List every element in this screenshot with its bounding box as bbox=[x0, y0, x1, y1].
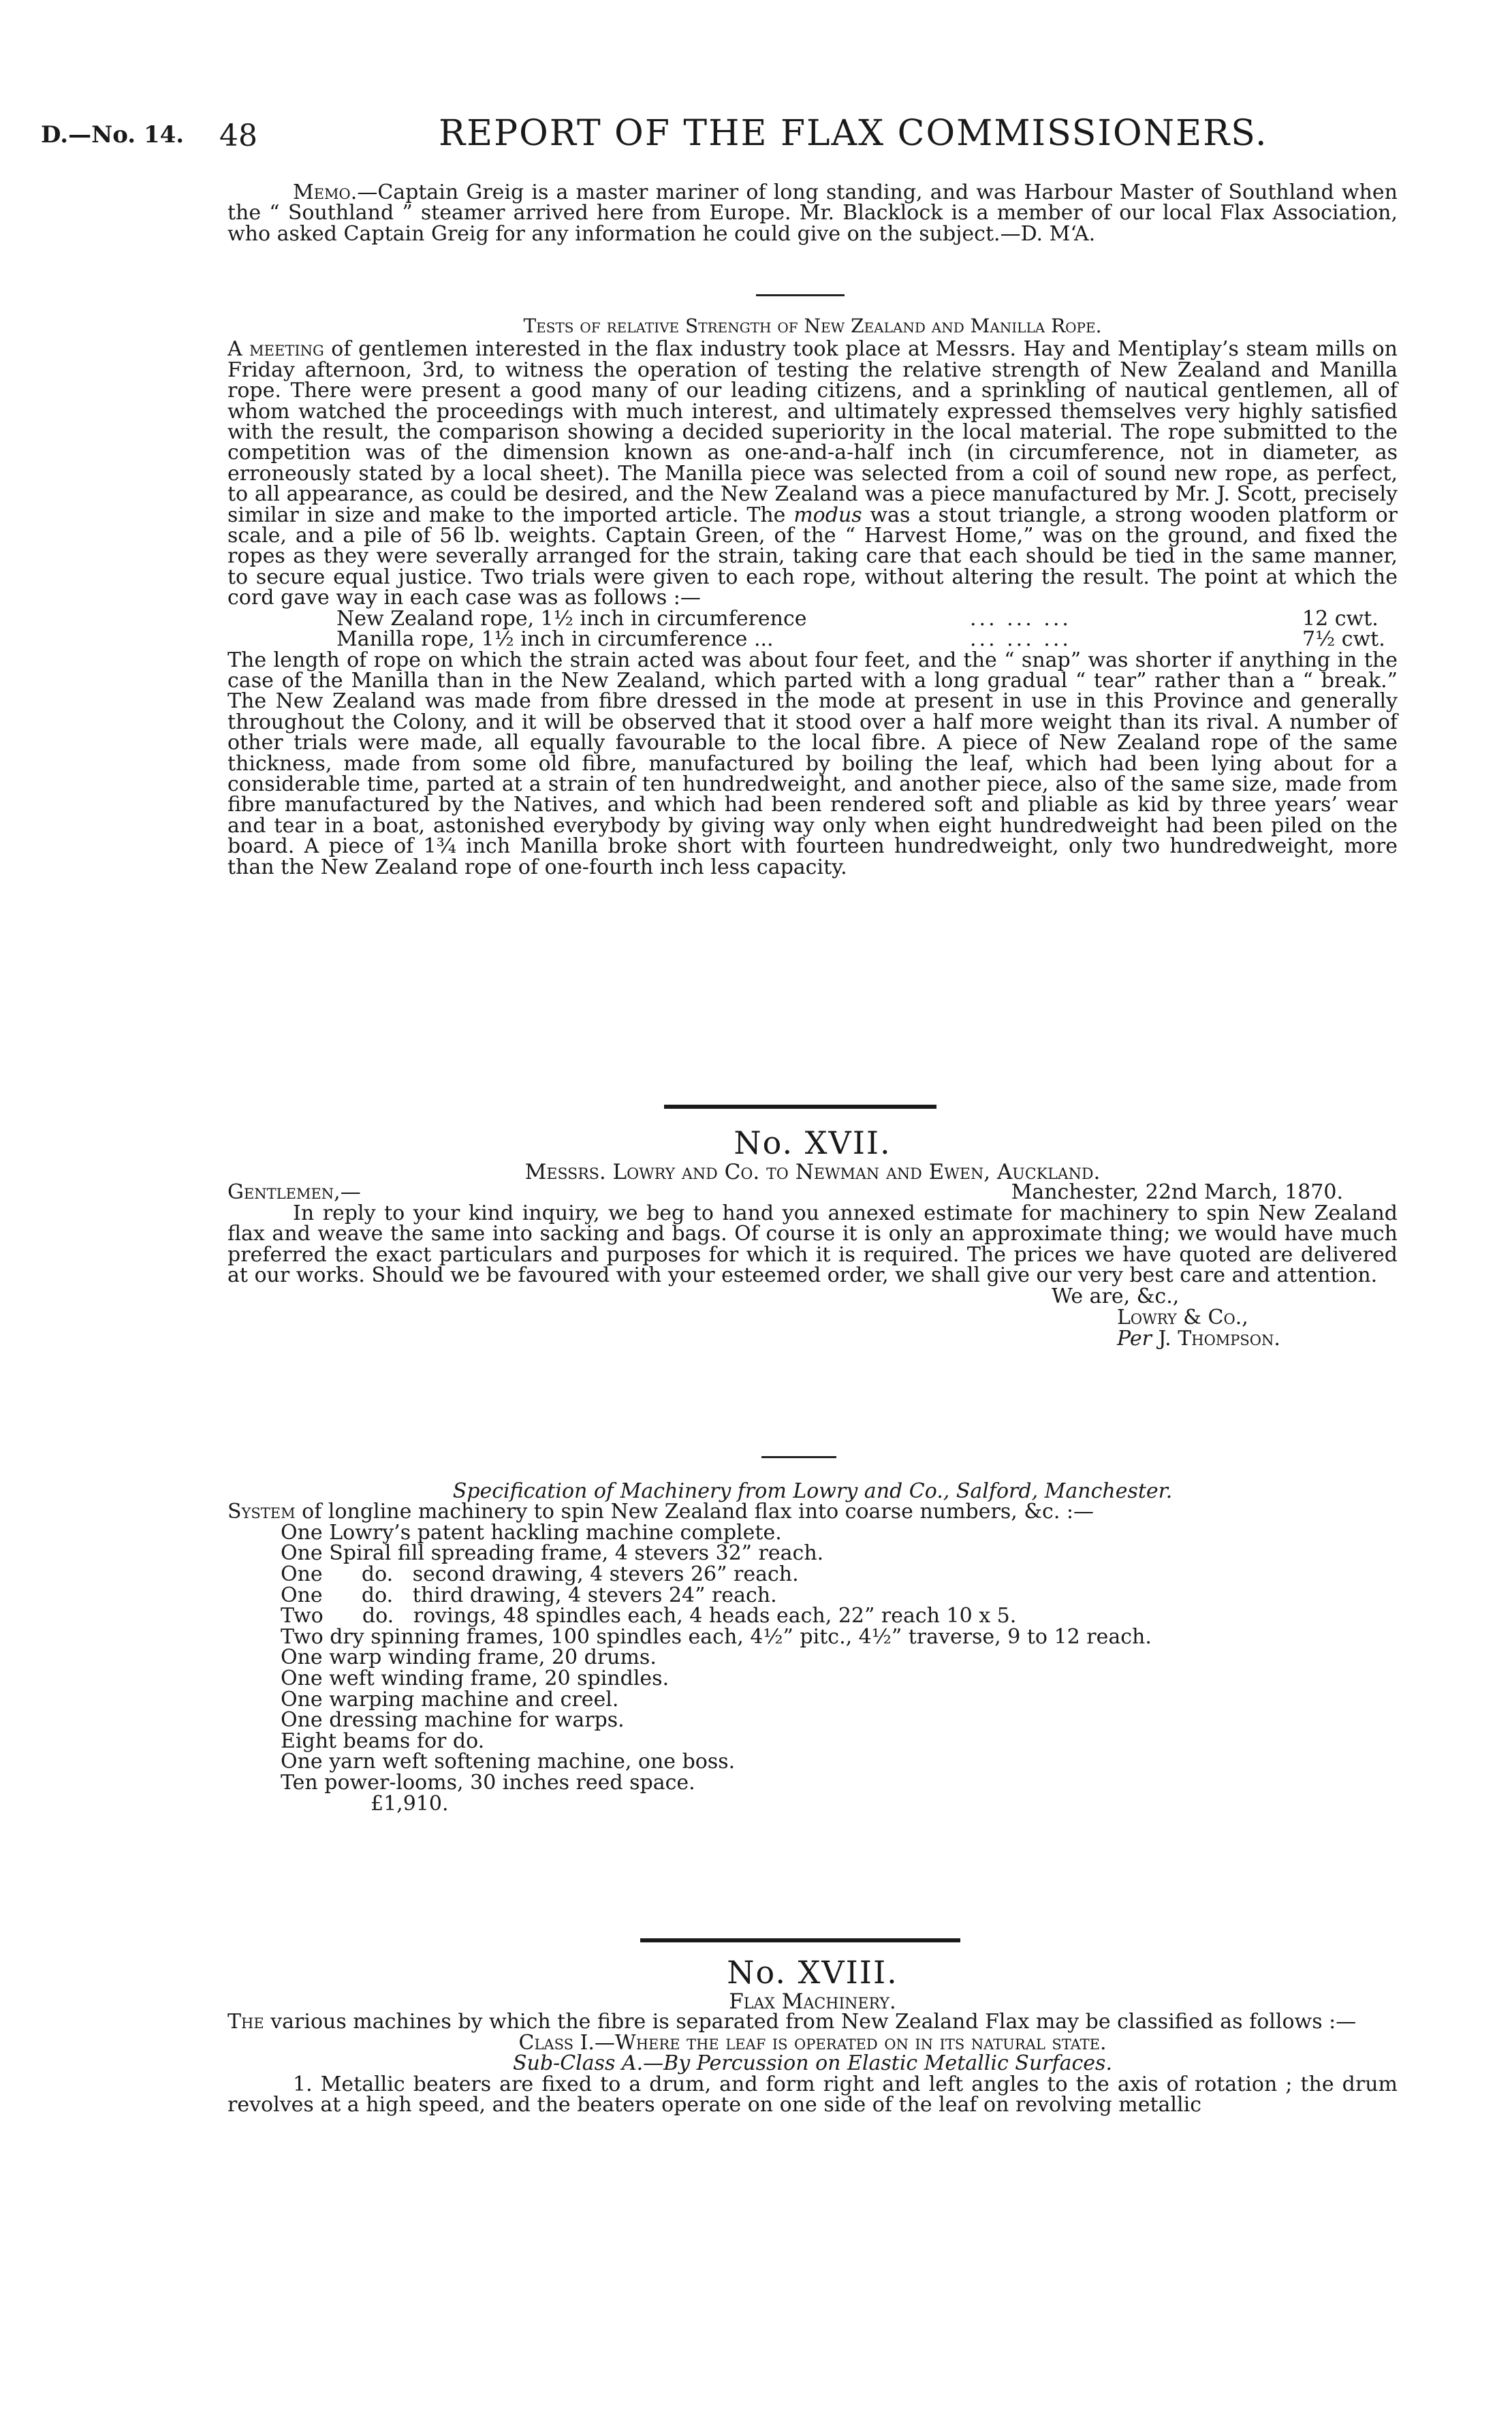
list-item: Two do. rovings, 48 spindles each, 4 heads each, 22” reach 10 x 5. bbox=[281, 1604, 1017, 1628]
machinery-total: £1,910. bbox=[371, 1791, 449, 1816]
list-item: One do. second drawing, 4 stevers 26” reach. bbox=[281, 1562, 799, 1586]
specification-intro bbox=[227, 1502, 1398, 1522]
list-item: Eight beams for do. bbox=[281, 1729, 485, 1753]
specification-lead: System bbox=[227, 1500, 296, 1524]
letter-salutation-row bbox=[227, 1182, 1398, 1203]
result-label: Manilla rope, 1½ inch in circumference ... bbox=[336, 627, 774, 652]
signature-per: Per bbox=[1117, 1327, 1152, 1351]
specification-section bbox=[227, 1481, 1398, 1814]
section-intro-lead: The bbox=[227, 2010, 264, 2034]
specification-intro-text: of longline machinery to spin New Zealand flax into coarse numbers, &c. :— bbox=[295, 1500, 1094, 1524]
page-number: 48 bbox=[219, 119, 257, 153]
section-intro bbox=[227, 2012, 1398, 2032]
section-subtitle: Flax Machinery. bbox=[729, 1989, 896, 2014]
list-item: One Lowry’s patent hackling machine complete. bbox=[281, 1520, 782, 1545]
memo-lead: Memo. bbox=[293, 180, 358, 204]
letter-heading: Messrs. Lowry and Co. to Newman and Ewen, Auckland. bbox=[524, 1160, 1101, 1184]
result-leader-dots: ... ... ... bbox=[970, 606, 1071, 631]
specification-title: Specification of Machinery from Lowry and Co., Salford, Manchester. bbox=[452, 1479, 1173, 1503]
section-divider-thick bbox=[640, 1938, 960, 1942]
rope-tests-text-b: was a stout triangle, a strong wooden platform or scale, and a pile of 56 lb. weights. Captain Green, of the “ Harvest Home,” was on the ground, and fixed the ropes as they were severally arranged for the strain, taking care that each should be tied in the same manner, to secure equal justice. Two trials were given to each rope, without altering the result. The point at which the cord gave way in each case was as follows :— bbox=[227, 503, 1398, 610]
memo-section bbox=[227, 180, 1398, 246]
modus-word: modus bbox=[793, 503, 862, 527]
section-divider bbox=[761, 1456, 836, 1458]
section-number: No. XVII. bbox=[734, 1124, 892, 1161]
class-paragraph: 1. Metallic beaters are fixed to a drum, and form right and left angles to the axis of rotation ; the drum revolves at a high speed, and the beaters operate on one side of the leaf on revolving metallic bbox=[227, 2072, 1398, 2117]
list-item: Two dry spinning frames, 100 spindles each, 4½” pitc., 4½” traverse, 9 to 12 reach. bbox=[281, 1624, 1152, 1649]
list-item: One warping machine and creel. bbox=[281, 1687, 619, 1712]
salutation: Gentlemen,— bbox=[227, 1180, 361, 1205]
result-label: New Zealand rope, 1½ inch in circumference bbox=[336, 606, 807, 631]
result-value: 12 cwt. bbox=[1302, 606, 1379, 631]
page-header bbox=[41, 113, 1471, 162]
rope-tests-title: Tests of relative Strength of New Zealand and Manilla Rope. bbox=[523, 315, 1102, 337]
place-date: Manchester, 22nd March, 1870. bbox=[1011, 1180, 1343, 1205]
list-item: One do. third drawing, 4 stevers 24” reach. bbox=[281, 1583, 777, 1607]
list-item: One warp winding frame, 20 drums. bbox=[281, 1645, 657, 1670]
rope-tests-paragraph-1 bbox=[227, 339, 1398, 608]
section-xviii bbox=[227, 1953, 1398, 2115]
running-title: REPORT OF THE FLAX COMMISSIONERS. bbox=[439, 113, 1268, 154]
section-divider-thick bbox=[664, 1105, 936, 1109]
section-divider bbox=[756, 294, 845, 296]
result-value: 7½ cwt. bbox=[1302, 627, 1385, 652]
subclass-heading: Sub-Class A.—By Percussion on Elastic Metallic Surfaces. bbox=[513, 2051, 1112, 2076]
memo-paragraph bbox=[227, 180, 1398, 246]
signature-firm: Lowry & Co., bbox=[1117, 1306, 1248, 1330]
rope-tests-lead: A meeting bbox=[227, 337, 324, 362]
letter-body: In reply to your kind inquiry, we beg to hand you annexed estimate for machinery to spin New Zealand flax and weave the same into sacking and bags. Of course it is only an approximate thing; we would have much preferred the exact particulars and purposes for which it is required. The prices we have quoted are delivered at our works. Should we be favoured with your esteemed order, we shall give our very best care and attention. bbox=[227, 1201, 1398, 1288]
rope-tests-paragraph-2: The length of rope on which the strain acted was about four feet, and the “ snap” was shorter if anything in the case of the Manilla than in the New Zealand, which parted with a long gradual “ tear” rather than a “ break.” The New Zealand was made from fibre dressed in the mode at present in use in this Province and generally throughout the Colony, and it will be observed that it stood over a half more weight than its rival. A number of other trials were made, all equally favourable to the local fibre. A piece of New Zealand rope of the same thickness, made from some old fibre, manufactured by boiling the leaf, which had been lying about for a considerable time, parted at a strain of ten hundredweight, and another piece, also of the same size, made from fibre manufactured by the Natives, and which had been rendered soft and pliable as kid by three years’ wear and tear in a boat, astonished everybody by giving way only when eight hundredweight had been piled on the board. A piece of 1¾ inch Manilla broke short with fourteen hundredweight, only two hundredweight, more than the New Zealand rope of one-fourth inch less capacity. bbox=[227, 648, 1398, 879]
list-item: One Spiral fill spreading frame, 4 stevers 32” reach. bbox=[281, 1541, 824, 1566]
memo-text: —Captain Greig is a master mariner of long standing, and was Harbour Master of Southland when the “ Southland ” steamer arrived here from Europe. Mr. Blacklock is a member of our local Flax Association, who asked Captain Greig for any information he could give on the subject.—D. M‘A. bbox=[227, 180, 1398, 246]
list-item: Ten power-looms, 30 inches reed space. bbox=[281, 1770, 695, 1795]
section-xvii bbox=[227, 1124, 1398, 1349]
result-row bbox=[227, 606, 1398, 631]
signature-signer bbox=[1052, 1328, 1398, 1349]
section-intro-text: various machines by which the fibre is separated from New Zealand Flax may be classified as follows :— bbox=[264, 2010, 1357, 2034]
result-leader-dots: ... ... ... bbox=[970, 627, 1071, 652]
list-item: One dressing machine for warps. bbox=[281, 1708, 625, 1733]
machinery-list bbox=[227, 1520, 1398, 1816]
list-item: One yarn weft softening machine, one boss. bbox=[281, 1750, 736, 1774]
rope-tests-section bbox=[227, 316, 1398, 878]
result-row bbox=[227, 629, 1398, 650]
section-number: No. XVIII. bbox=[727, 1954, 898, 1991]
document-reference: D.—No. 14. bbox=[41, 121, 185, 148]
rope-tests-text-a: of gentlemen interested in the flax industry took place at Messrs. Hay and Mentiplay’s steam mills on Friday afternoon, 3rd, to witness the operation of testing the relative strength of New Zealand and Manilla rope. There were present a good many of our leading citizens, and a sprinkling of nautical gentlemen, all of whom watched the proceedings with much interest, and ultimately expressed themselves very highly satisfied with the result, the comparison showing a decided superiority in the local material. The rope submitted to the competition was of the dimension known as one-and-a-half inch (in circumference, not in diameter, as erroneously stated by a local sheet). The Manilla piece was selected from a coil of sound new rope, as perfect, to all appearance, as could be desired, and the New Zealand was a piece manufactured by Mr. J. Scott, precisely similar in size and make to the imported article. The bbox=[227, 337, 1398, 527]
letter-signature bbox=[227, 1286, 1398, 1349]
list-item: One weft winding frame, 20 spindles. bbox=[281, 1666, 670, 1690]
signature-closing: We are, &c., bbox=[1052, 1284, 1180, 1309]
class-heading: Class I.—Where the leaf is operated on in its natural state. bbox=[518, 2030, 1107, 2055]
signature-name: J. Thompson. bbox=[1158, 1327, 1280, 1351]
